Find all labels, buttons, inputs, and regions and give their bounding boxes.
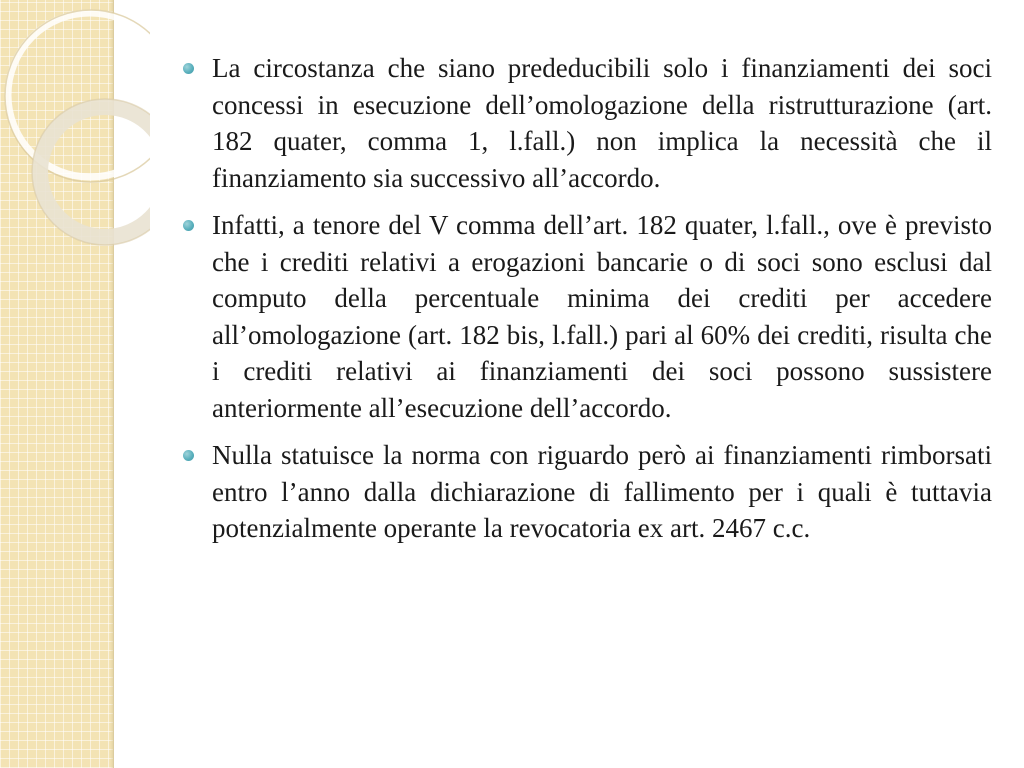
slide-content (182, 50, 992, 558)
bullet-item (182, 437, 992, 547)
bullet-dot-icon (183, 63, 194, 74)
bullet-item (182, 207, 992, 426)
bullet-text: Nulla statuisce la norma con riguardo però ai finanziamenti rimborsati entro l’anno dalla dichiarazione di fallimento per i quali è tuttavia potenzialmente operante la revocatoria ex art. 2467 c.c. (212, 440, 992, 543)
bullet-text: Infatti, a tenore del V comma dell’art. 182 quater, l.fall., ove è previsto che i crediti relativi a erogazioni bancarie o di soci sono esclusi dal computo della percentuale minima dei crediti per accedere all’omologazione (art. 182 bis, l.fall.) pari al 60% dei crediti, risulta che i crediti relativi ai finanziamenti dei soci possono sussistere anteriormente all’esecuzione dell’accordo. (212, 210, 992, 423)
bullet-dot-icon (183, 220, 194, 231)
bullet-list (182, 50, 992, 547)
bullet-item (182, 50, 992, 196)
ring-large-icon (8, 13, 150, 177)
bullet-dot-icon (183, 450, 194, 461)
decorative-rings (0, 0, 150, 260)
ring-large-shadow (5, 10, 150, 182)
bullet-text: La circostanza che siano prededucibili solo i finanziamenti dei soci concessi in esecuzione dell’omologazione della ristrutturazione (art. 182 quater, comma 1, l.fall.) non implica la necessità che il finanziamento sia successivo all’accordo. (212, 53, 992, 193)
